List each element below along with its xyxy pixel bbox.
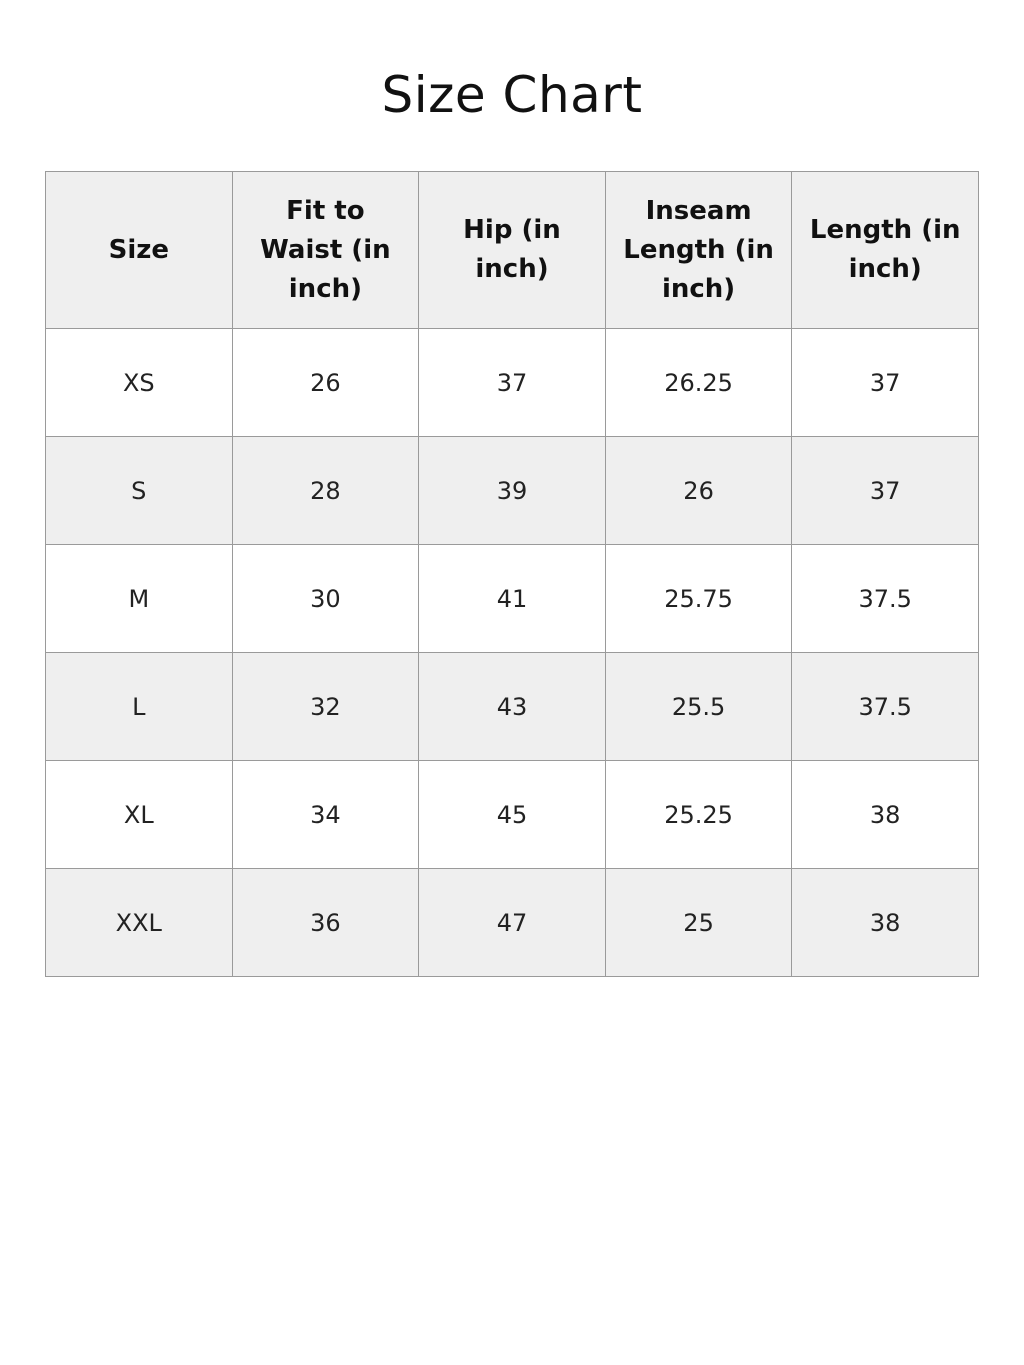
cell-inseam-length: 25.25 xyxy=(605,761,792,869)
cell-inseam-length: 25 xyxy=(605,869,792,977)
table-row xyxy=(46,653,979,761)
cell-inseam-length: 26 xyxy=(605,437,792,545)
cell-fit-to-waist: 34 xyxy=(232,761,419,869)
table-row xyxy=(46,437,979,545)
cell-inseam-length: 25.75 xyxy=(605,545,792,653)
cell-hip: 41 xyxy=(419,545,606,653)
cell-size: M xyxy=(46,545,233,653)
table-row xyxy=(46,761,979,869)
cell-hip: 39 xyxy=(419,437,606,545)
cell-length: 37 xyxy=(792,329,979,437)
page-title: Size Chart xyxy=(381,66,643,124)
cell-hip: 43 xyxy=(419,653,606,761)
header-fit-to-waist: Fit to Waist (in inch) xyxy=(232,172,419,329)
table-row xyxy=(46,329,979,437)
table-row xyxy=(46,869,979,977)
table-header-row xyxy=(46,172,979,329)
cell-fit-to-waist: 28 xyxy=(232,437,419,545)
cell-fit-to-waist: 32 xyxy=(232,653,419,761)
cell-fit-to-waist: 30 xyxy=(232,545,419,653)
cell-length: 37.5 xyxy=(792,653,979,761)
cell-size: XL xyxy=(46,761,233,869)
cell-size: XS xyxy=(46,329,233,437)
cell-length: 38 xyxy=(792,869,979,977)
cell-hip: 37 xyxy=(419,329,606,437)
header-inseam-length: Inseam Length (in inch) xyxy=(605,172,792,329)
cell-size: L xyxy=(46,653,233,761)
cell-length: 37 xyxy=(792,437,979,545)
cell-length: 38 xyxy=(792,761,979,869)
cell-hip: 45 xyxy=(419,761,606,869)
size-chart-table xyxy=(45,171,979,977)
header-hip: Hip (in inch) xyxy=(419,172,606,329)
table-row xyxy=(46,545,979,653)
cell-size: XXL xyxy=(46,869,233,977)
cell-inseam-length: 25.5 xyxy=(605,653,792,761)
header-length: Length (in inch) xyxy=(792,172,979,329)
cell-length: 37.5 xyxy=(792,545,979,653)
header-size: Size xyxy=(46,172,233,329)
cell-hip: 47 xyxy=(419,869,606,977)
cell-size: S xyxy=(46,437,233,545)
cell-fit-to-waist: 26 xyxy=(232,329,419,437)
cell-fit-to-waist: 36 xyxy=(232,869,419,977)
cell-inseam-length: 26.25 xyxy=(605,329,792,437)
